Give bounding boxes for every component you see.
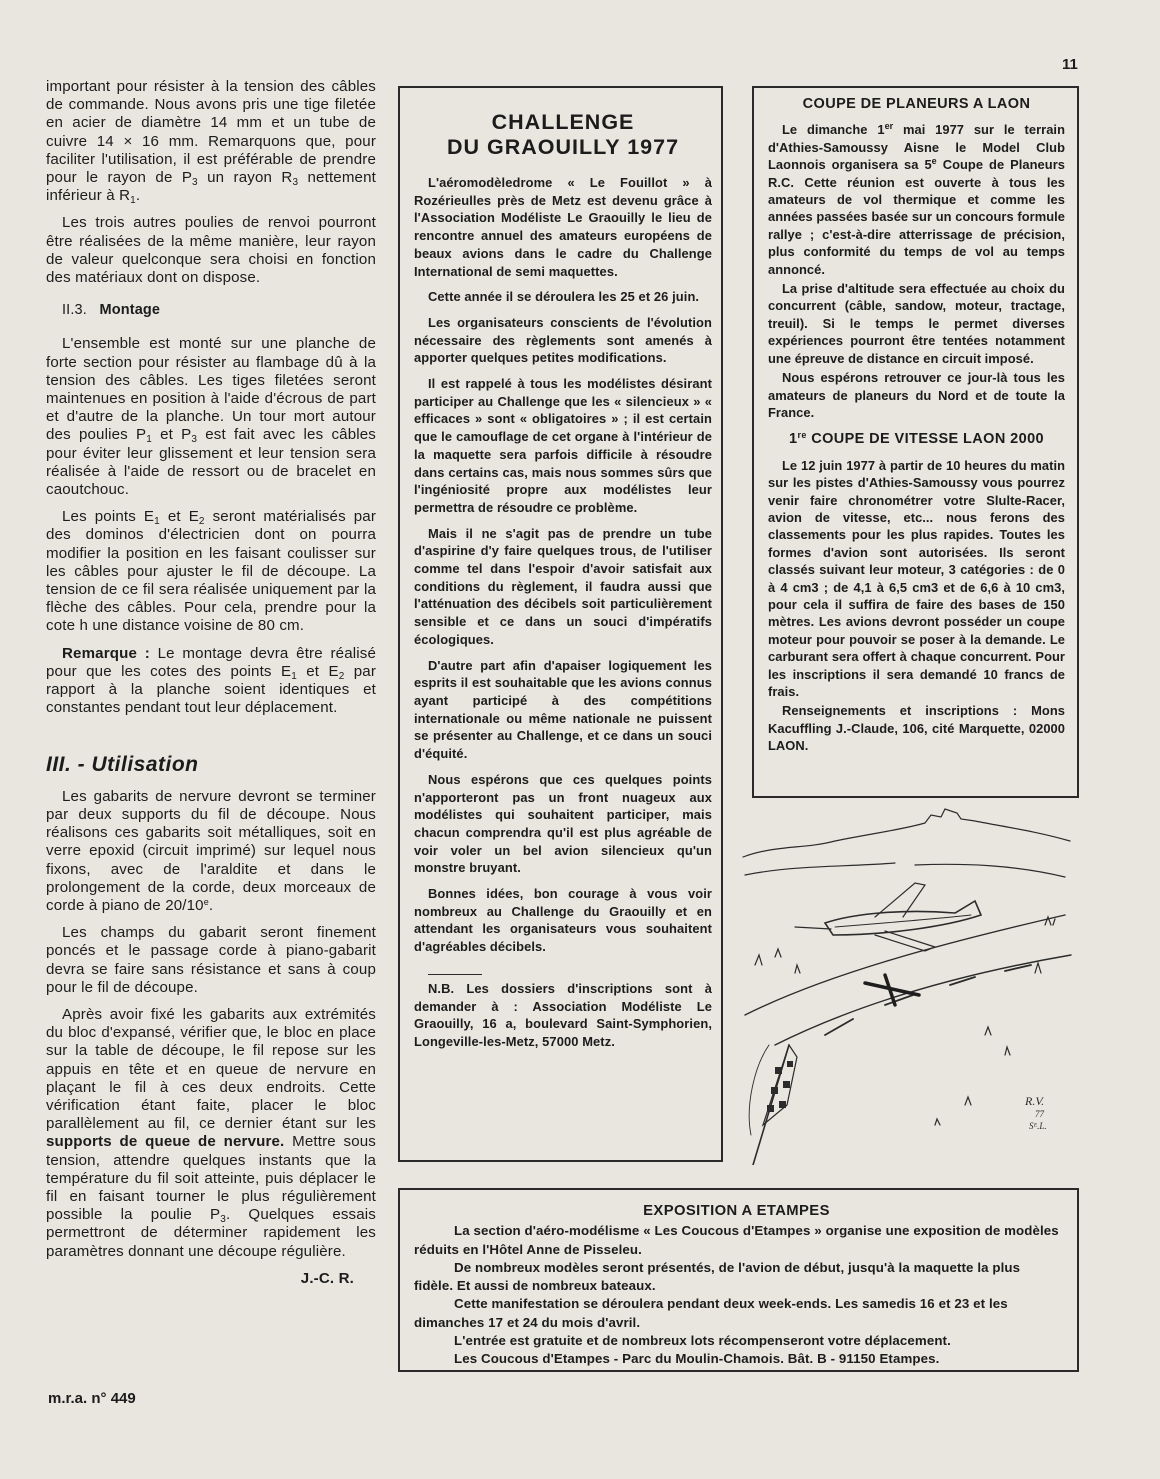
paragraph: Mais il ne s'agit pas de prendre un tube d'aspirine d'y faire quelques trous, de l'utiliser comme tel dans l'espoir d'avoir satisfait aux conditions du règlement, il faudra aussi que l'atténuation des décibels soit particulièrement sensible et ce dans un souci d'impératifs écologiques. (414, 525, 712, 647)
paragraph: Remarque : Le montage devra être réalisé pour que les cotes des points $E_1$ et $E_2$ par rapport à la planche soient identiques et constantes pendant tout leur déplacement. (46, 644, 377, 717)
paragraph: Les organisateurs conscients de l'évolution nécessaire des règlements sont amenés à apporter quelques petites modifications. (414, 314, 712, 366)
paragraph: Cette manifestation se déroulera pendant deux week-ends. Les samedis 16 et 23 et les dimanches 17 et 24 du mois d'avril. (414, 1296, 1008, 1330)
section-heading: II.3. Montage (62, 302, 161, 319)
paragraph: Bonnes idées, bon courage à vous voir nombreux au Challenge du Graouilly et en attendant les organisateurs vous souhaitent d'agréables décibels. (414, 886, 712, 955)
paragraph: Les trois autres poulies de renvoi pourront être réalisées de la même manière, leur rayon de valeur quelconque sera choisi en fonction des matériaux dont on dispose. (46, 214, 376, 287)
etampes-box (398, 1188, 1079, 1372)
airplane-sketch (735, 805, 1075, 1165)
paragraph: Les gabarits de nervure devront se terminer par deux supports du fil de découpe. Nous réalisons ces gabarits soit métalliques, soit en verre epoxid (circuit imprimé) sur lequel nous fixons, avec de l'araldite et dans le prolongement de la corde, deux morceaux de corde à piano de 20/10e. (46, 787, 376, 914)
laon-box (752, 86, 1079, 798)
paragraph: Nous espérons retrouver ce jour-là tous les amateurs de planeurs du Nord et de toute la France. (768, 370, 1065, 420)
paragraph: D'autre part afin d'apaiser logiquement les esprits il est souhaitable que les avions connus ayant participé à des compétitions internationale ou même nationale ne puissent se présenter au Challenge, et ce dans un souci d'équité. (414, 657, 712, 762)
paragraph: Cette année il se déroulera les 25 et 26 juin. (428, 289, 700, 305)
paragraph: Il est rappelé à tous les modélistes désirant participer au Challenge que les « silencieux » « efficaces » sont « obligatoires » ; il est certain que le camouflage de cet organe à l'intérieur de la maquette sera parfois difficile à résoudre dans certains cas, mais nous sommes sûrs que l'ingéniosité propre aux modélistes leur permettra de résoudre ce problème. (414, 376, 712, 515)
nb-note: N.B. Les dossiers d'inscriptions sont à demander à : Association Modéliste Le Graouilly, 16 a, boulevard Saint-Symphorien, Longeville-les-Metz, 57000 Metz. (414, 980, 712, 1049)
page-number: 11 (1062, 56, 1078, 73)
challenge-title: CHALLENGE DU GRAOUILLY 1977 (446, 110, 680, 159)
paragraph: L'ensemble est monté sur une planche de forte section pour résister au flambage dû à la tension des câbles. Les tiges filetées seront maintenues en position à l'aide d'écrous de part et d'autre de la planche. Un tour mort autour des poulies $P_1$ et $P_3$ est fait avec les câbles pour éviter leur glissement et leur tension sera réalisée à l'aide de ressort ou de bracelet en caoutchouc. (46, 335, 376, 499)
sketch-signature-initials: Sᴱ.L. (1029, 1121, 1047, 1131)
sketch-signature-year: 77 (1035, 1109, 1044, 1119)
vitesse-title: 1re COUPE DE VITESSE LAON 2000 (788, 430, 1044, 448)
paragraph: Les champs du gabarit seront finement poncés et le passage corde à piano-gabarit devra se faire sans résistance et sans à coup pour le fil de découpe. (46, 924, 376, 996)
challenge-box (398, 86, 723, 1162)
paragraph: important pour résister à la tension des câbles de commande. Nous avons pris une tige filetée en acier de diamètre 14 mm et un tube de cuivre 14 × 16 mm. Remarquons que, pour faciliter l'utilisation, il est préférable de prendre pour le rayon de $P_3$ un rayon $R_3$ nettement inférieur à $R_1$. (46, 78, 376, 207)
author-signature: J.-C. R. (300, 1269, 354, 1287)
paragraph: De nombreux modèles seront présentés, de l'avion de début, jusqu'à la maquette la plus fidèle. Et aussi de nombreux bateaux. (414, 1259, 1021, 1294)
paragraph: Après avoir fixé les gabarits aux extrémités du bloc d'expansé, vérifier que, le bloc en place sur la table de découpe, le fil repose sur les appuis en tête et en queue de nervure en plaçant le fil à ces deux endroits. Cette vérification étant faite, placer le bloc parallèlement au fil, ce dernier étant sur les supports de queue de nervure. Mettre sous tension, attendre quelques instants que la température du fil soit atteinte, puis déplacer le fil en faisant tourner le plus régulièrement possible la poulie $P_3$. Quelques essais permettront de déterminer rapidement les paramètres donnant une découpe régulière. (46, 1005, 377, 1260)
footer-issue: m.r.a. n° 449 (48, 1390, 136, 1407)
paragraph: Renseignements et inscriptions : Mons Kacuffling J.-Claude, 106, cité Marquette, 02000 LAON. (768, 703, 1065, 754)
paragraph: L'entrée est gratuite et de nombreux lots récompenseront votre déplacement. (454, 1333, 951, 1349)
paragraph: La prise d'altitude sera effectuée au choix du concurrent (câble, sandow, moteur, tractage, treuil). Si le temps le permet diverses expériences pourront être tentées notamment une épreuve de distance en circuit imposé. (768, 281, 1065, 366)
left-column (46, 78, 376, 1288)
sketch-signature: R.V. (1025, 1094, 1045, 1108)
etampes-title: EXPOSITION A ETAMPES (643, 1203, 830, 1219)
paragraph: La section d'aéro-modélisme « Les Coucous d'Etampes » organise une exposition de modèles réduits en l'Hôtel Anne de Pisseleu. (414, 1223, 1059, 1257)
paragraph: Le 12 juin 1977 à partir de 10 heures du matin sur les pistes d'Athies-Samoussy vous pourrez venir faire chronométrer votre Slulte-Racer, avion de vitesse, etc... nous ferons des classements pour les plus rapides. Toutes les formes d'avion sont autorisées. Ils seront classés suivant leur moteur, 3 catégories : de 0 à 4 cm3 ; de 4,1 à 6,5 cm3 et de 6,6 à 10 cm3, pour cela il suffira de faire des bases de 150 mètres. Les avions devront posséder un coupe moteur pour pouvoir se poser à la demande. Le carburant sera offert à chaque concurrent. Pour les inscriptions il sera demandé 10 francs de frais. (768, 457, 1065, 699)
paragraph: Les points $E_1$ et $E_2$ seront matérialisés par des dominos d'électricien dont on pourra modifier la position en les faisant coulisser sur les câbles pour ajuster le fil de découpe. La tension de ce fil sera réalisée uniquement par la flèche des câbles. Pour cela, prendre pour la cote h une distance voisine de 80 cm. (46, 508, 376, 635)
paragraph: L'aéromodèledrome « Le Fouillot » à Rozérieulles près de Metz est devenu grâce à l'Association Modéliste Le Graouilly le lieu de rencontre annuel des amateurs européens de beaux avions dans le cadre du Challenge International de semi maquettes. (414, 175, 712, 279)
laon-title: COUPE DE PLANEURS A LAON (802, 96, 1031, 112)
paragraph: Nous espérons que ces quelques points n'apporteront pas un front nuageux aux modélistes qui souhaitent participer, mais chacun comprendra qu'il est plus agréable de voir voler un bel avion silencieux qu'un monstre bruyant. (414, 771, 712, 876)
section-heading: III. - Utilisation (46, 752, 199, 776)
divider (428, 974, 482, 975)
paragraph: Le dimanche 1er mai 1977 sur le terrain d'Athies-Samoussy Aisne le Model Club Laonnois organisera sa 5e Coupe de Planeurs R.C. Cette réunion est ouverte à tous les amateurs de vol thermique et comme les années passées basée sur un concours formule rallye ; c'est-à-dire atterrissage de précision, plus conformité du temps de vol au temps annoncé. (768, 121, 1065, 277)
paragraph: Les Coucous d'Etampes - Parc du Moulin-Chamois. Bât. B - 91150 Etampes. (454, 1351, 940, 1367)
